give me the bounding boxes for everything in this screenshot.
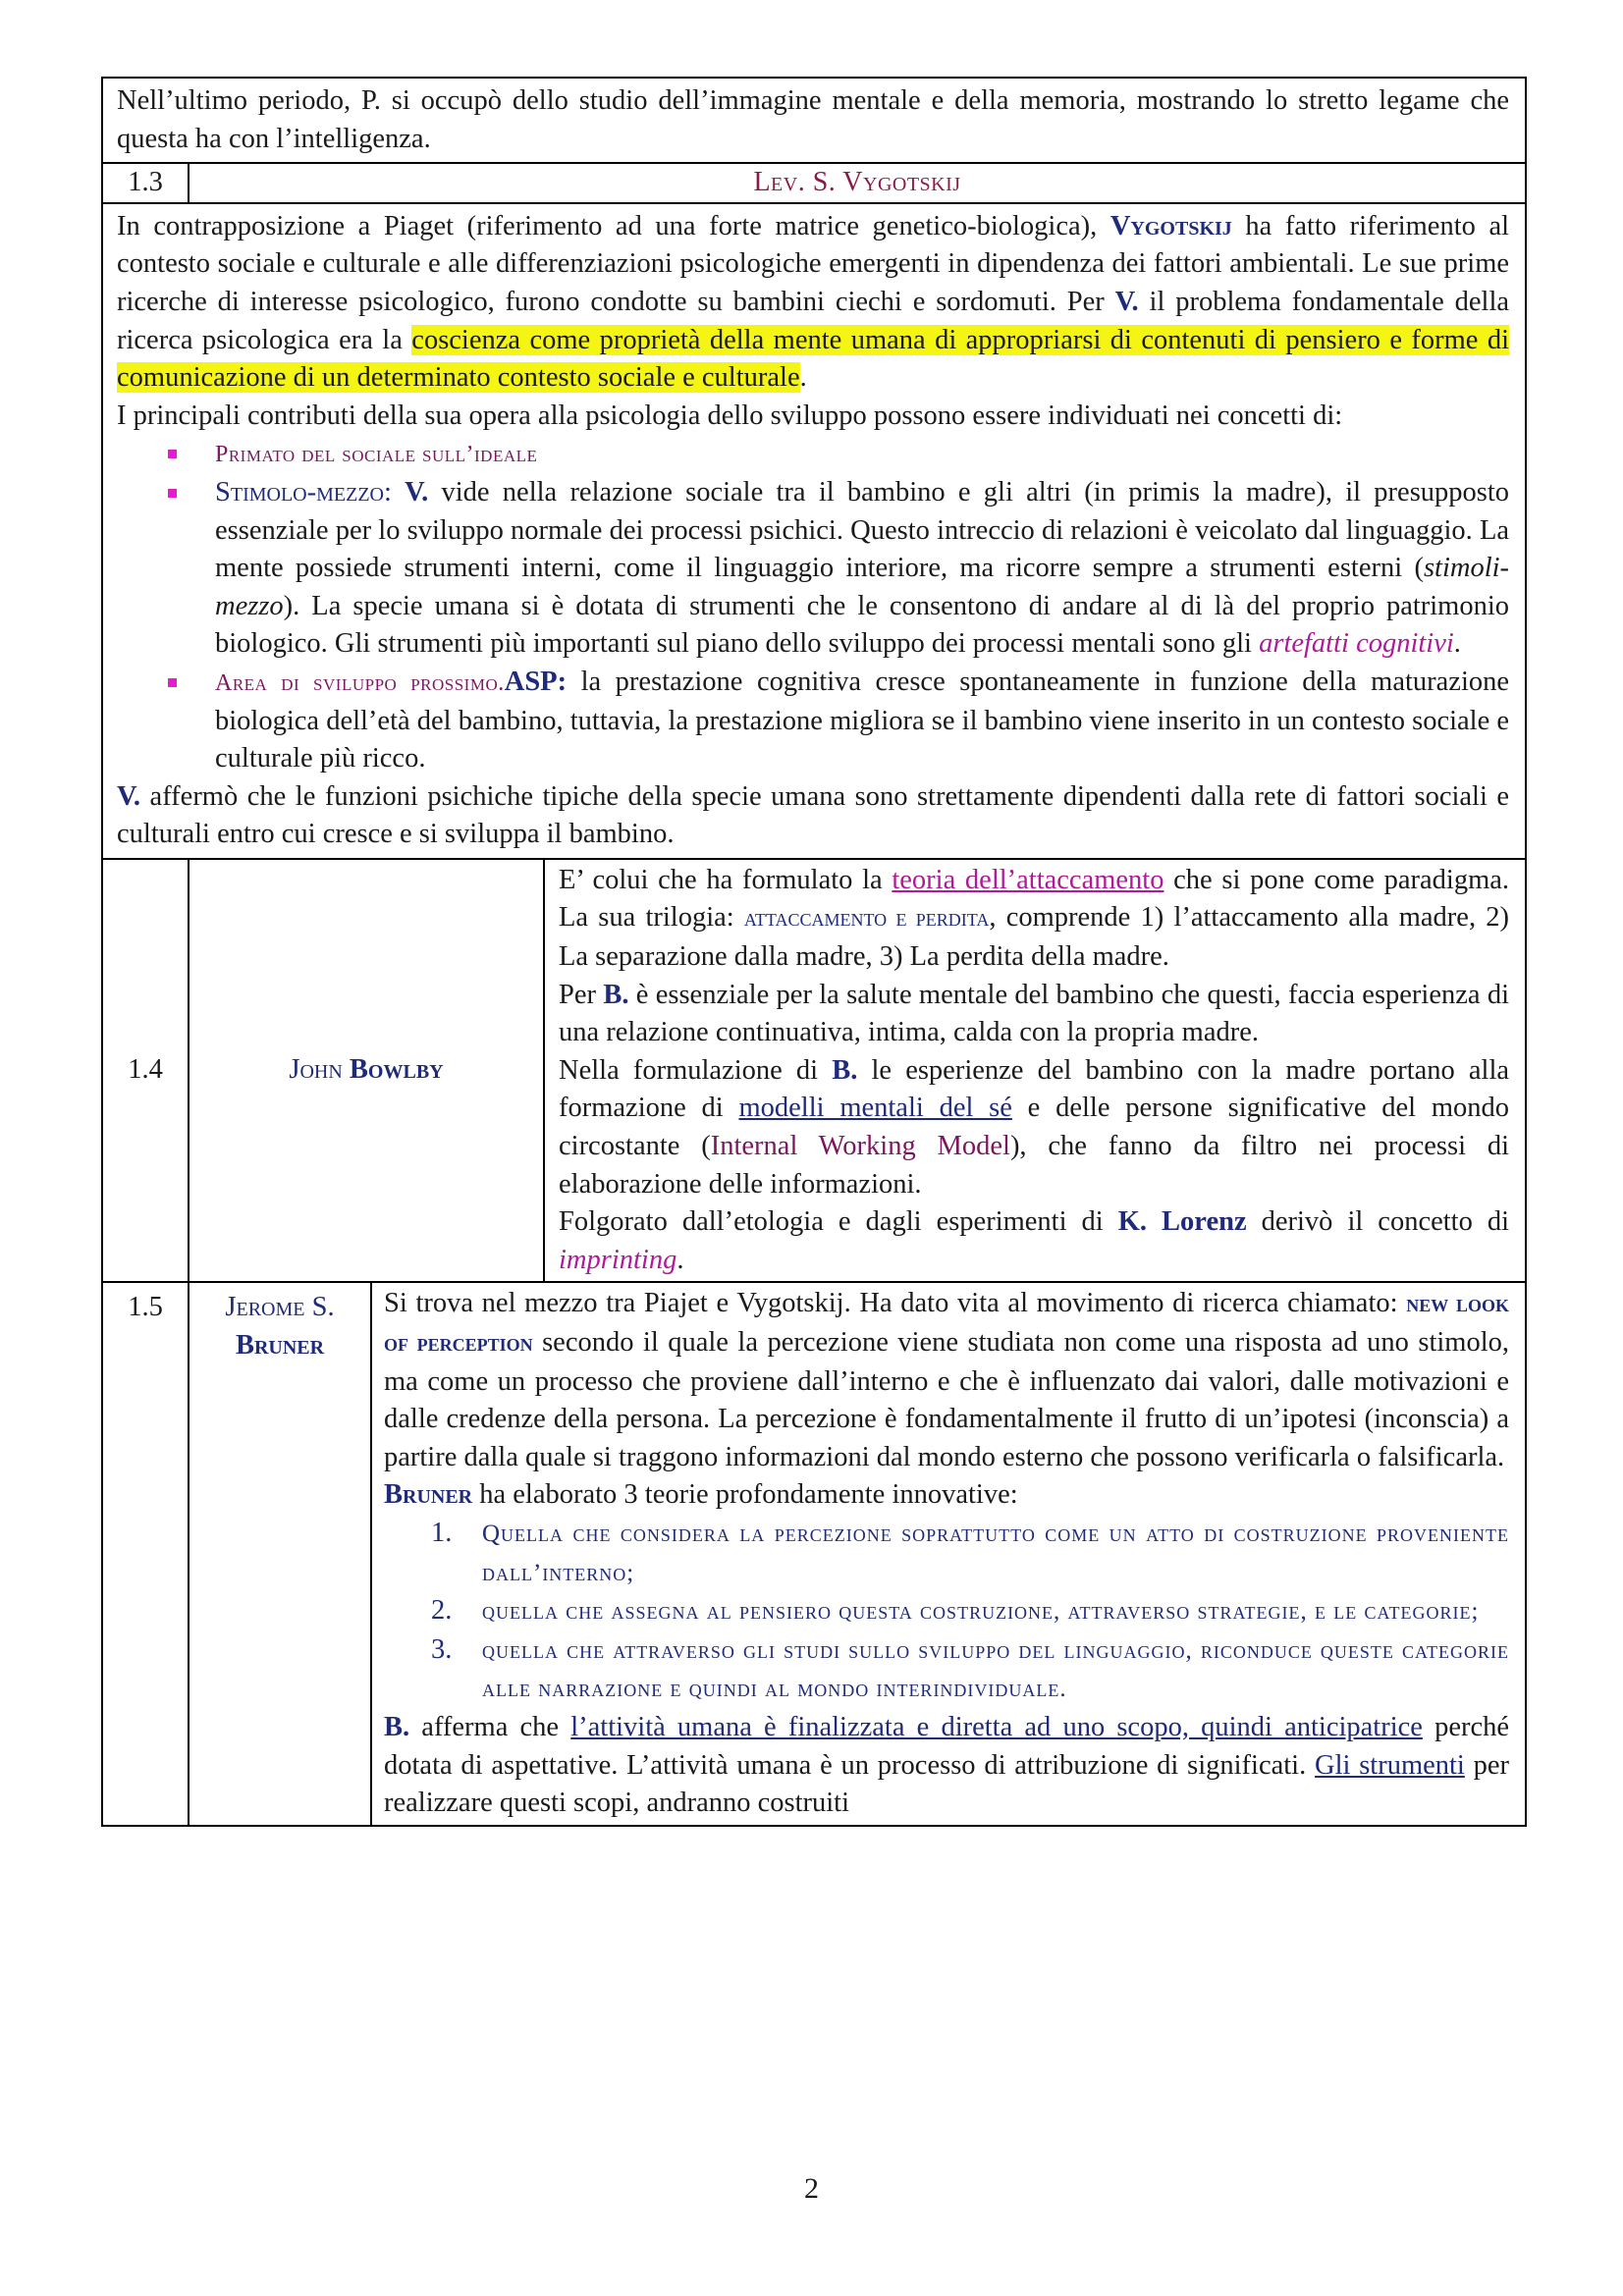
first-name: John [289, 1054, 350, 1086]
text: e delle persone significative del mondo circostante ( [559, 1093, 1510, 1162]
list-item [117, 474, 1509, 664]
bowlby-text [544, 859, 1526, 1283]
paragraph [559, 1052, 1509, 1203]
intro-text: Nell’ultimo periodo, P. si occupò dello studio dell’immagine mentale e della memoria, mostrando lo stretto legame che questa ha con l’intelligenza. [102, 78, 1526, 163]
paragraph [384, 1476, 1509, 1515]
content-table [101, 77, 1527, 1827]
text: Si trova nel mezzo tra Piajet e Vygotskij. Ha dato vita al movimento di ricerca chiamato: [384, 1288, 1407, 1319]
bullet-square-icon [168, 678, 177, 687]
term-attaccamento: teoria dell’attaccamento [892, 864, 1164, 895]
text: . [799, 362, 807, 394]
list-item [117, 664, 1509, 778]
text: per realizzare questi scopi, andranno costruiti [384, 1749, 1510, 1819]
text: , comprende 1) l’attaccamento alla madre, 2) La separazione dalla madre, 3) La perdita della madre. [559, 902, 1510, 973]
text: ha fatto riferimento al contesto sociale e culturale e alle differenziazioni psicologiche emergenti in dipendenza dei fattori ambientali. Le sue prime ricerche di interesse psicologico, furono condotte su bambini ciechi e sordomuti. Per [117, 210, 1510, 317]
text: ), che fanno da filtro nei processi di elaborazione delle informazioni. [559, 1131, 1510, 1200]
item-text: Quella che considera la percezione soprattutto come un atto di costruzione proveniente dall’interno; [482, 1520, 1510, 1586]
list-item [117, 435, 1509, 474]
text: le esperienze del bambino con la madre portano alla formazione di [559, 1054, 1510, 1124]
paragraph-1 [117, 208, 1509, 398]
term-modelli: modelli mentali del sé [738, 1093, 1012, 1124]
concept-list [117, 435, 1509, 777]
item-number: 3. [431, 1633, 453, 1665]
text: Per [559, 979, 604, 1010]
theories-list [384, 1515, 1509, 1709]
section-number: 1.4 [102, 859, 189, 1283]
text: Nella formulazione di [559, 1054, 833, 1086]
italic-term: stimoli-mezzo [215, 553, 1510, 621]
paragraph [559, 862, 1509, 977]
text: . [676, 1244, 684, 1275]
paragraph [384, 1285, 1509, 1476]
underlined-text: Gli strumenti [1315, 1749, 1465, 1781]
text: è essenziale per la salute mentale del bambino che questi, faccia esperienza di una relazione continuativa, intima, calda con la propria madre. [559, 979, 1510, 1048]
section-number: 1.3 [102, 163, 189, 203]
text: vide nella relazione sociale tra il bambino e gli altri (in primis la madre), il presupposto essenziale per lo sviluppo normale dei processi psichici. Questo intreccio di relazioni è veicolato dal linguaggio. La mente possiede strumenti interni, come il linguaggio interiore, ma ricorre sempre a strumenti esterni ( [215, 476, 1510, 584]
concept-label: Primato del sociale sull’ideale [215, 442, 538, 468]
section-1-3-body [102, 203, 1526, 859]
author-name [189, 1282, 371, 1825]
item-number: 2. [431, 1595, 453, 1627]
bullet-square-icon [168, 489, 177, 498]
text: Folgorato dall’etologia e dagli esperimenti di [559, 1206, 1118, 1238]
page-number: 2 [804, 2172, 819, 2205]
term-new-look: new look of perception [384, 1291, 1510, 1357]
section-1-3-header [102, 163, 1526, 203]
term-artefatti: artefatti cognitivi [1259, 628, 1454, 660]
item-text: quella che attraverso gli studi sullo sviluppo del linguaggio, riconduce queste categorie alle narrazione e quindi al mondo interindividuale. [482, 1636, 1510, 1703]
abbr-v: V. [1114, 286, 1139, 317]
text: perché dotata di aspettative. L’attività umana è un processo di attribuzione di significati. [384, 1711, 1510, 1781]
name-lorenz: K. Lorenz [1117, 1206, 1247, 1238]
author-name [189, 859, 544, 1283]
text: . [1453, 628, 1461, 660]
paragraph [384, 1709, 1509, 1823]
first-name: Jerome S. [225, 1292, 335, 1323]
vygotskij-text [102, 203, 1526, 859]
text: il problema fondamentale della ricerca psicologica era la [117, 286, 1510, 355]
text: In contrapposizione a Piaget (riferimento ad una forte matrice genetico-biologica), [117, 210, 1110, 241]
concept-label: Area di sviluppo prossimo. [215, 669, 505, 696]
concept-label: Stimolo-mezzo [215, 476, 384, 507]
text: la prestazione cognitiva cresce spontaneamente in funzione della maturazione biologica dell’età del bambino, tuttavia, la prestazione migliora se il bambino viene inserito in un contesto sociale e culturale più ricco. [215, 666, 1510, 774]
highlighted-text: coscienza come proprietà della mente umana di appropriarsi di contenuti di pensiero e forme di comunicazione di un determinato contesto sociale e culturale [117, 324, 1510, 394]
paragraph-3 [117, 778, 1509, 854]
abbr-b: B. [603, 979, 629, 1010]
text: afferma che [409, 1711, 571, 1742]
intro-row [102, 78, 1526, 163]
section-title [189, 163, 1526, 203]
text: che si pone come paradigma. La sua trilogia: [559, 864, 1510, 934]
trilogy-title: attaccamento e perdita [743, 905, 990, 933]
abbr-v: V. [117, 780, 141, 812]
abbr-asp: ASP: [504, 666, 568, 697]
abbr-b: B. [384, 1711, 410, 1742]
text: ha elaborato 3 teorie profondamente innovative: [472, 1479, 1018, 1511]
section-1-4 [102, 859, 1526, 1283]
abbr-v: V. [405, 476, 429, 507]
term-iwm: Internal Working Model [710, 1131, 1010, 1162]
section-number: 1.5 [102, 1282, 189, 1825]
text: secondo il quale la percezione viene studiata non come una risposta ad uno stimolo, ma come un processo che proviene dall’interno e che è influenzato dai valori, dalle motivazioni e dalle credenze della persona. La percezione è fondamentalmente il frutto di un’ipotesi (inconscia) a partire dalla quale si traggono informazioni dal mondo esterno che possono verificarla o falsificarla. [384, 1327, 1510, 1472]
underlined-text: l’attività umana è finalizzata e diretta ad uno scopo, quindi anticipatrice [570, 1711, 1423, 1742]
text: affermò che le funzioni psichiche tipiche della specie umana sono strettamente dipendenti dalla rete di fattori sociali e culturali entro cui cresce e si sviluppa il bambino. [117, 780, 1510, 850]
bullet-square-icon [168, 450, 177, 458]
list-item [384, 1631, 1509, 1709]
section-1-5 [102, 1282, 1526, 1825]
text: derivò il concetto di [1246, 1206, 1510, 1238]
bruner-text [371, 1282, 1526, 1825]
list-item [384, 1515, 1509, 1592]
term-imprinting: imprinting [559, 1244, 677, 1275]
item-text: quella che assegna al pensiero questa costruzione, attraverso strategie, e le categorie; [482, 1598, 1480, 1626]
section-title-text: Lev. S. Vygotskij [753, 167, 961, 198]
document-page [101, 77, 1525, 1827]
item-number: 1. [431, 1517, 453, 1548]
name-bruner: Bruner [384, 1479, 473, 1511]
text: : [383, 476, 406, 507]
paragraph-2: I principali contributi della sua opera alla psicologia dello sviluppo possono essere individuati nei concetti di: [117, 400, 1343, 431]
last-name: Bowlby [349, 1054, 444, 1086]
paragraph [559, 1203, 1509, 1279]
text: ). La specie umana si è dotata di strumenti che le consentono di andare al di là del proprio patrimonio biologico. Gli strumenti più importanti sul piano dello sviluppo dei processi mentali sono gli [215, 590, 1510, 660]
last-name: Bruner [235, 1330, 325, 1361]
list-item [384, 1592, 1509, 1631]
abbr-b: B. [832, 1054, 858, 1086]
text: E’ colui che ha formulato la [559, 864, 893, 895]
paragraph [559, 977, 1509, 1052]
name-vygotskij: Vygotskij [1109, 210, 1232, 241]
